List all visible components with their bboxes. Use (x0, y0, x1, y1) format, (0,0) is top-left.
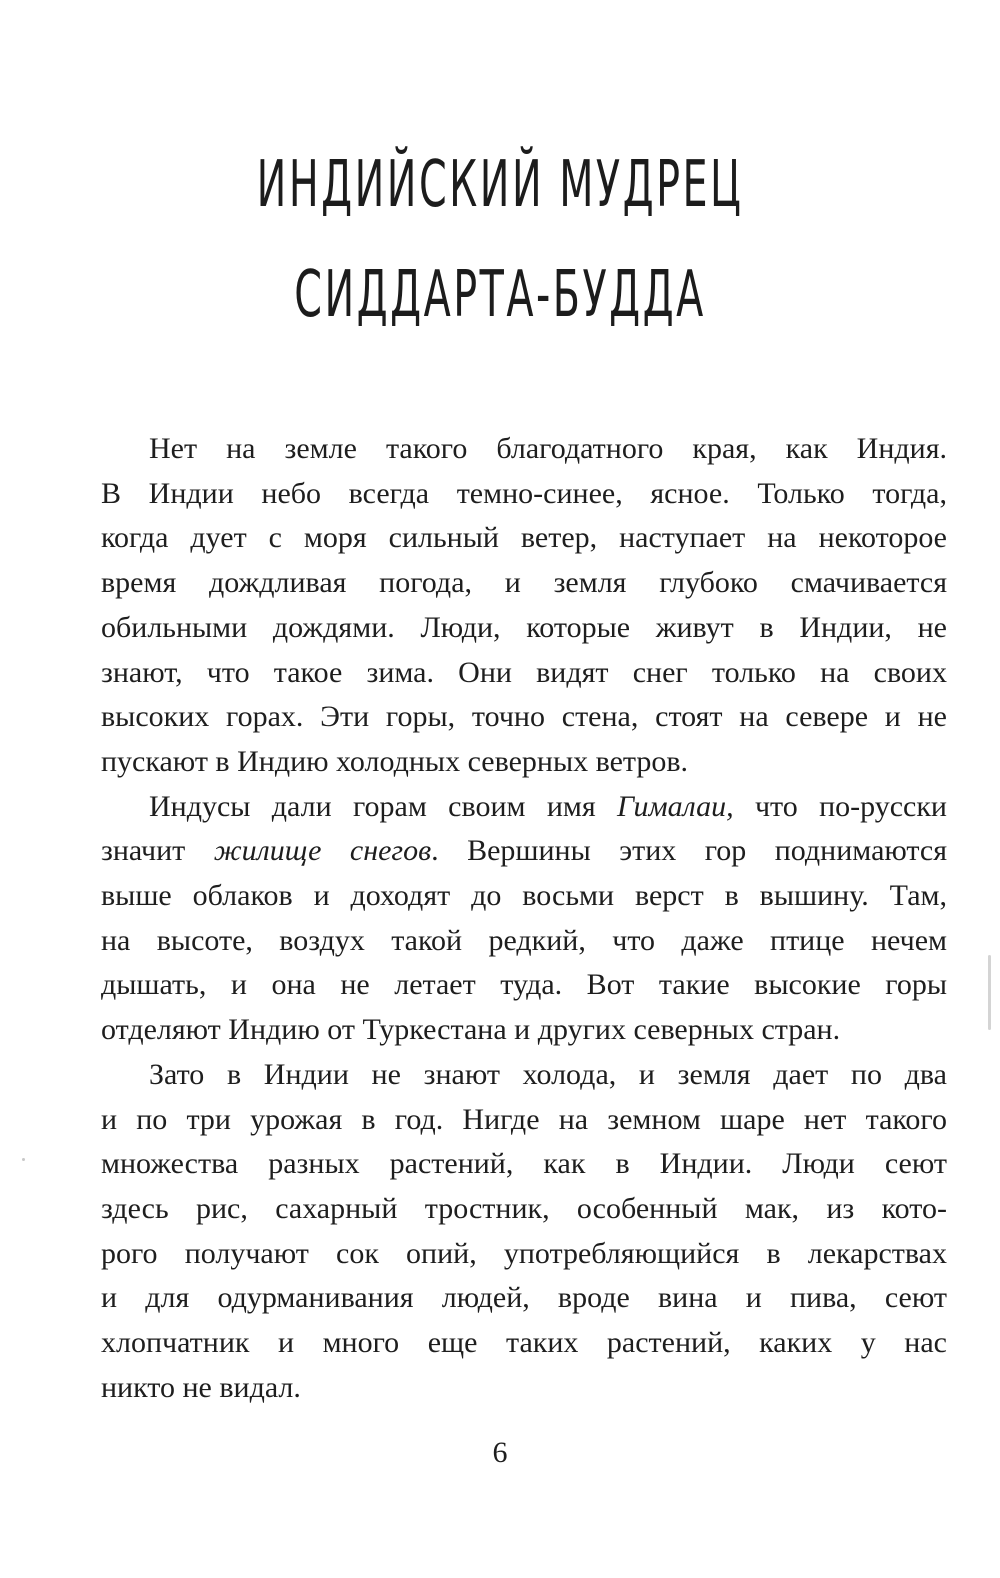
text-line: отделяют Индию от Туркестана и других северных стран. (101, 1013, 841, 1047)
text-line: и для одурманивания людей, вроде вина и пива, сеют (101, 1281, 947, 1315)
chapter-title-line-2: СИДДАРТА-БУДДА (294, 258, 706, 332)
paragraph-3 (101, 1053, 947, 1411)
text-line: здесь рис, сахарный тростник, особенный мак, из кото- (101, 1191, 947, 1225)
paragraph-2 (101, 785, 947, 1053)
text-line: время дождливая погода, и земля глубоко смачивается (101, 566, 947, 600)
text-line: Нет на земле такого благодатного края, как Индия. (149, 432, 947, 465)
page-number: 6 (492, 1436, 508, 1469)
text-segment: . Вершины этих гор поднимаются (431, 834, 947, 868)
text-line: обильными дождями. Люди, которые живут в Индии, не (101, 610, 947, 644)
chapter-title-line-1: ИНДИЙСКИЙ МУДРЕЦ (256, 148, 744, 222)
italic-term-snow-abode: жилище снегов (213, 834, 432, 868)
scan-speck (22, 1158, 25, 1161)
text-line (101, 829, 947, 874)
italic-term-himalaya: Гималаи, (617, 789, 734, 823)
text-line: выше облаков и доходят до восьми верст в вышину. Там, (101, 879, 947, 913)
text-line (101, 785, 947, 830)
text-line: Зато в Индии не знают холода, и земля дает по два (149, 1057, 947, 1091)
text-line: В Индии небо всегда темно-синее, ясное. Только тогда, (101, 476, 947, 510)
chapter-title (0, 130, 1000, 350)
text-line: дышать, и она не летает туда. Вот такие высокие горы (101, 968, 947, 1002)
text-segment: значит (101, 834, 214, 868)
text-segment: что по-русски (733, 789, 947, 823)
text-line: хлопчатник и много еще таких растений, каких у нас (101, 1326, 947, 1360)
text-line: и по три урожая в год. Нигде на земном шаре нет такого (101, 1102, 947, 1136)
text-line: на высоте, воздух такой редкий, что даже птице нечем (101, 923, 947, 957)
text-line: знают, что такое зима. Они видят снег только на своих (101, 655, 947, 689)
paragraph-1 (101, 427, 947, 785)
scan-edge-mark (988, 955, 991, 1030)
text-line: когда дует с моря сильный ветер, наступает на некоторое (101, 521, 947, 555)
text-line: рого получают сок опий, употребляющийся в лекарствах (101, 1236, 947, 1270)
body-text (101, 427, 947, 1410)
text-line: никто не видал. (101, 1370, 301, 1404)
text-line: высоких горах. Эти горы, точно стена, стоят на севере и не (101, 700, 947, 734)
text-line: множества разных растений, как в Индии. Люди сеют (101, 1147, 947, 1181)
text-segment: Индусы дали горам своим имя (149, 789, 618, 823)
text-line: пускают в Индию холодных северных ветров. (101, 744, 689, 778)
